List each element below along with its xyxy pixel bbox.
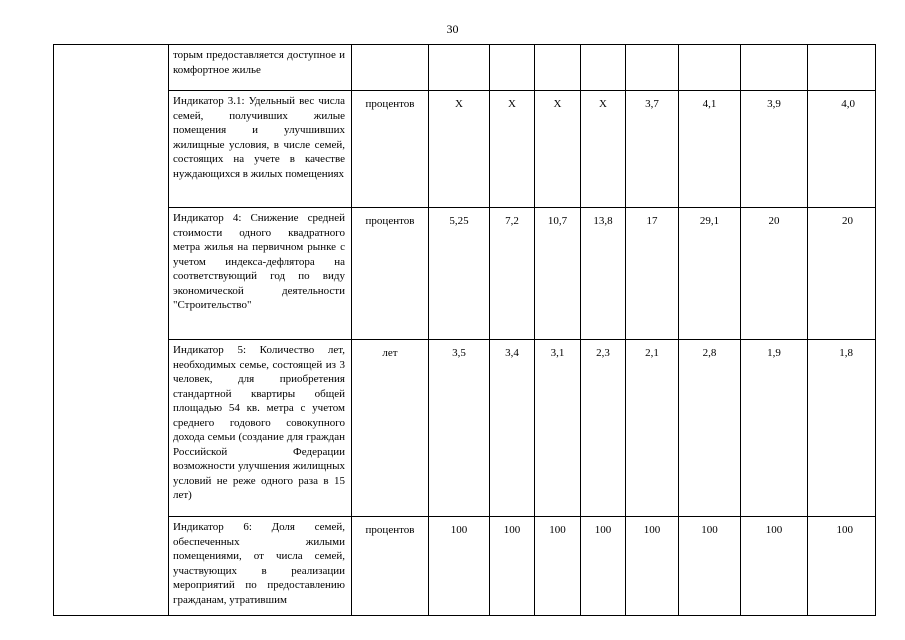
value-cell: 4,1 xyxy=(679,91,741,208)
value-cell: 100 xyxy=(535,517,581,616)
value-cell xyxy=(626,45,679,91)
unit-cell: процентов xyxy=(352,517,429,616)
value-cell: 100 xyxy=(429,517,490,616)
value-cell: 3,4 xyxy=(490,340,535,517)
value-cell: 4,0 xyxy=(808,91,876,208)
value-cell: Х xyxy=(429,91,490,208)
value-cell: 1,9 xyxy=(741,340,808,517)
unit-cell: процентов xyxy=(352,91,429,208)
value-cell: 1,8 xyxy=(808,340,876,517)
value-cell: 7,2 xyxy=(490,208,535,340)
value-cell: 3,7 xyxy=(626,91,679,208)
value-cell: 100 xyxy=(808,517,876,616)
table-row xyxy=(54,340,876,517)
value-cell: 2,3 xyxy=(581,340,626,517)
value-cell: 3,9 xyxy=(741,91,808,208)
value-cell: 2,1 xyxy=(626,340,679,517)
value-cell: 5,25 xyxy=(429,208,490,340)
value-cell: Х xyxy=(490,91,535,208)
value-cell xyxy=(429,45,490,91)
value-cell: 3,5 xyxy=(429,340,490,517)
value-cell: 20 xyxy=(808,208,876,340)
unit-cell: процентов xyxy=(352,208,429,340)
value-cell: 13,8 xyxy=(581,208,626,340)
value-cell: 10,7 xyxy=(535,208,581,340)
value-cell xyxy=(535,45,581,91)
value-cell xyxy=(808,45,876,91)
value-cell: Х xyxy=(581,91,626,208)
value-cell: 100 xyxy=(581,517,626,616)
value-cell xyxy=(741,45,808,91)
indicator-description: Индикатор 6: Доля семей, обеспеченных жилыми помещениями, от числа семей, участвующих в реализации мероприятий по предоставлению гражданам, утратившим xyxy=(169,517,352,616)
value-cell xyxy=(490,45,535,91)
value-cell xyxy=(679,45,741,91)
table-row xyxy=(54,208,876,340)
page-number: 30 xyxy=(446,22,459,36)
indicator-description: Индикатор 5: Количество лет, необходимых семье, состоящей из 3 человек, для приобретения стандартной квартиры общей площадью 54 кв. метра с учетом среднего годового совокупного дохода семьи (создание для граждан Российской Федерации возможности улучшения жилищных условий не реже одного раза в 15 лет) xyxy=(169,340,352,517)
value-cell xyxy=(581,45,626,91)
unit-cell xyxy=(352,45,429,91)
indicators-table xyxy=(53,44,876,616)
value-cell: 3,1 xyxy=(535,340,581,517)
value-cell: 100 xyxy=(626,517,679,616)
value-cell: Х xyxy=(535,91,581,208)
value-cell: 100 xyxy=(490,517,535,616)
table-row xyxy=(54,517,876,616)
unit-cell: лет xyxy=(352,340,429,517)
table-row xyxy=(54,45,876,91)
value-cell: 29,1 xyxy=(679,208,741,340)
value-cell: 100 xyxy=(679,517,741,616)
indicator-description: торым предоставляется доступное и комфортное жилье xyxy=(169,45,352,91)
value-cell: 2,8 xyxy=(679,340,741,517)
indicator-description: Индикатор 4: Снижение средней стоимости одного квадратного метра жилья на первичном рынке с учетом индекса-дефлятора на соответствующий год по виду экономической деятельности "Строительство" xyxy=(169,208,352,340)
merged-first-column-cell xyxy=(54,45,169,616)
value-cell: 100 xyxy=(741,517,808,616)
value-cell: 17 xyxy=(626,208,679,340)
value-cell: 20 xyxy=(741,208,808,340)
table-row xyxy=(54,91,876,208)
indicator-description: Индикатор 3.1: Удельный вес числа семей, получивших жилые помещения и улучшивших жилищные условия, в числе семей, состоящих на учете в качестве нуждающихся в жилых помещениях xyxy=(169,91,352,208)
